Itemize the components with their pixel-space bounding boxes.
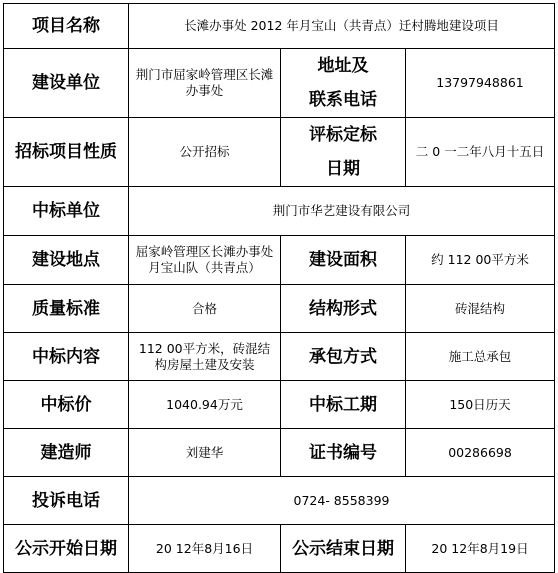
address-phone-label-line1: 地址及 bbox=[317, 56, 369, 76]
construction-site-value: 屈家岭管理区长滩办事处月宝山队（共青点） bbox=[129, 236, 281, 285]
quality-standard-value: 合格 bbox=[129, 285, 281, 333]
project-name-label: 项目名称 bbox=[4, 4, 129, 49]
bid-period-label: 中标工期 bbox=[281, 381, 406, 429]
row-publicity-dates bbox=[4, 525, 555, 573]
structure-form-value: 砖混结构 bbox=[406, 285, 555, 333]
construction-unit-label: 建设单位 bbox=[4, 49, 129, 118]
row-construction-unit bbox=[4, 49, 555, 118]
winning-unit-label: 中标单位 bbox=[4, 187, 129, 236]
bid-nature-label: 招标项目性质 bbox=[4, 118, 129, 187]
row-winning-unit bbox=[4, 187, 555, 236]
bid-content-label: 中标内容 bbox=[4, 333, 129, 381]
structure-form-label: 结构形式 bbox=[281, 285, 406, 333]
bid-period-value: 150日历天 bbox=[406, 381, 555, 429]
bid-price-label: 中标价 bbox=[4, 381, 129, 429]
row-constructor bbox=[4, 429, 555, 477]
construction-site-label: 建设地点 bbox=[4, 236, 129, 285]
row-project-name bbox=[4, 4, 555, 49]
contract-mode-label: 承包方式 bbox=[281, 333, 406, 381]
bid-price-value: 1040.94万元 bbox=[129, 381, 281, 429]
eval-date-label-line1: 评标定标 bbox=[309, 125, 377, 145]
constructor-value: 刘建华 bbox=[129, 429, 281, 477]
bid-nature-value: 公开招标 bbox=[129, 118, 281, 187]
bid-announcement-table bbox=[3, 3, 555, 573]
row-bid-nature bbox=[4, 118, 555, 187]
construction-area-value: 约 112 00平方米 bbox=[406, 236, 555, 285]
quality-standard-label: 质量标准 bbox=[4, 285, 129, 333]
winning-unit-value: 荆门市华艺建设有限公司 bbox=[129, 187, 555, 236]
row-complaint-phone bbox=[4, 477, 555, 525]
eval-date-label-line2: 日期 bbox=[326, 159, 360, 179]
bid-content-value: 112 00平方米，砖混结构房屋土建及安装 bbox=[129, 333, 281, 381]
eval-date-value: 二 0 一二年八月十五日 bbox=[406, 118, 555, 187]
construction-area-label: 建设面积 bbox=[281, 236, 406, 285]
contract-mode-value: 施工总承包 bbox=[406, 333, 555, 381]
complaint-phone-value: 0724- 8558399 bbox=[129, 477, 555, 525]
publicity-start-label: 公示开始日期 bbox=[4, 525, 129, 573]
row-bid-price bbox=[4, 381, 555, 429]
cert-no-value: 00286698 bbox=[406, 429, 555, 477]
construction-unit-value: 荆门市屈家岭管理区长滩办事处 bbox=[129, 49, 281, 118]
publicity-start-value: 20 12年8月16日 bbox=[129, 525, 281, 573]
address-phone-label bbox=[281, 49, 406, 118]
complaint-phone-label: 投诉电话 bbox=[4, 477, 129, 525]
row-construction-site bbox=[4, 236, 555, 285]
cert-no-label: 证书编号 bbox=[281, 429, 406, 477]
eval-date-label bbox=[281, 118, 406, 187]
publicity-end-label: 公示结束日期 bbox=[281, 525, 406, 573]
row-bid-content bbox=[4, 333, 555, 381]
row-quality-standard bbox=[4, 285, 555, 333]
publicity-end-value: 20 12年8月19日 bbox=[406, 525, 555, 573]
address-phone-label-line2: 联系电话 bbox=[309, 90, 377, 110]
address-phone-value: 13797948861 bbox=[406, 49, 555, 118]
project-name-value: 长滩办事处 2012 年月宝山（共青点）迁村腾地建设项目 bbox=[129, 4, 555, 49]
constructor-label: 建造师 bbox=[4, 429, 129, 477]
